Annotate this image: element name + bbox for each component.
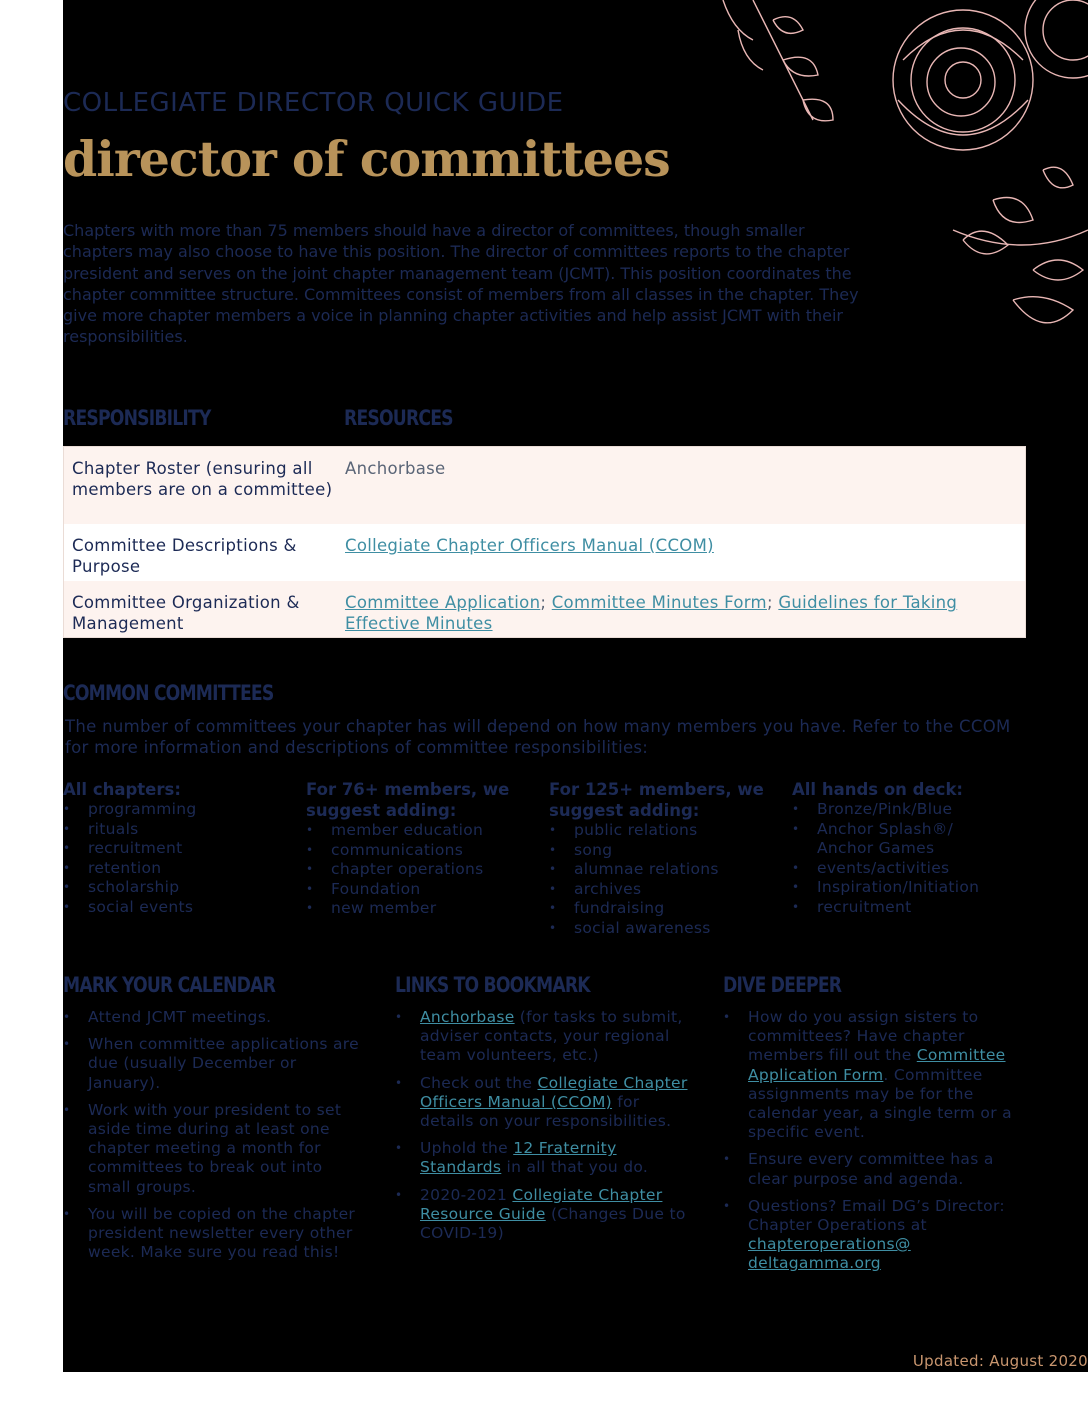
list-item: • Anchor Splash®/ Anchor Games bbox=[792, 820, 1012, 859]
guide-subtitle: COLLEGIATE DIRECTOR QUICK GUIDE bbox=[63, 88, 564, 118]
list-item bbox=[723, 1008, 1023, 1142]
list-item: • archives bbox=[549, 880, 769, 900]
column-heading: All chapters: bbox=[63, 780, 181, 799]
separator: ; bbox=[766, 593, 773, 612]
item-text: Questions? Email DG’s Director: Chapter Operations at bbox=[748, 1196, 1005, 1235]
separator: ; bbox=[540, 593, 547, 612]
list-item bbox=[395, 1074, 693, 1132]
list-item: • Foundation bbox=[306, 880, 526, 900]
list-item: • social events bbox=[63, 898, 283, 918]
resource-cell bbox=[345, 592, 1017, 637]
item-text: for details on your responsibilities. bbox=[420, 1092, 672, 1131]
updated-date: Updated: August 2020 bbox=[912, 1352, 1088, 1370]
anchorbase-link[interactable]: Anchorbase bbox=[420, 1008, 515, 1026]
resource-cell bbox=[345, 535, 1017, 581]
list-item: • Inspiration/Initiation bbox=[792, 878, 1012, 898]
list-item: • programming bbox=[63, 800, 283, 820]
effective-minutes-guidelines-link[interactable]: Guidelines for Taking Effective Minutes bbox=[345, 593, 958, 633]
dive-deeper-heading: DIVE DEEPER bbox=[723, 973, 842, 997]
table-row bbox=[64, 447, 1025, 524]
list-item: • events/activities bbox=[792, 859, 1012, 879]
list-item: • Bronze/Pink/Blue bbox=[792, 800, 1012, 820]
common-committees-description: The number of committees your chapter has will depend on how many members you have. Refer to the CCOM for more information and descriptions of committee responsibilities: bbox=[65, 717, 1011, 757]
common-committees-heading: COMMON COMMITTEES bbox=[63, 681, 274, 705]
committee-minutes-form-link[interactable]: Committee Minutes Form bbox=[551, 593, 767, 612]
committee-column bbox=[549, 779, 769, 938]
list-item bbox=[395, 1139, 693, 1177]
links-column bbox=[395, 1008, 693, 1251]
committee-column bbox=[792, 779, 1012, 917]
ccom-link[interactable]: Collegiate Chapter Officers Manual (CCOM) bbox=[345, 536, 714, 555]
list-item: • social awareness bbox=[549, 919, 769, 939]
resource-guide-link[interactable]: Collegiate Chapter Resource Guide bbox=[420, 1185, 663, 1223]
mark-your-calendar-heading: MARK YOUR CALENDAR bbox=[63, 973, 276, 997]
list-item: • Attend JCMT meetings. bbox=[63, 1008, 369, 1027]
fraternity-standards-link[interactable]: 12 Fraternity Standards bbox=[420, 1139, 617, 1177]
item-text: How do you assign sisters to committees? Have chapter members fill out the bbox=[748, 1008, 979, 1065]
list-item: • scholarship bbox=[63, 878, 283, 898]
list-item: • new member bbox=[306, 899, 526, 919]
calendar-column bbox=[63, 1008, 369, 1270]
list-item: • alumnae relations bbox=[549, 860, 769, 880]
responsibility-cell: Committee Descriptions & Purpose bbox=[72, 536, 297, 576]
document-page bbox=[63, 0, 1088, 1372]
list-item: • member education bbox=[306, 821, 526, 841]
table-row bbox=[64, 581, 1025, 637]
list-item: • chapter operations bbox=[306, 860, 526, 880]
list-item: • Work with your president to set aside time during at least one chapter meeting a month for committees to break out into small groups. bbox=[63, 1101, 369, 1197]
table-row bbox=[64, 524, 1025, 581]
list-item: • When committee applications are due (usually December or January). bbox=[63, 1035, 369, 1093]
list-item: • communications bbox=[306, 841, 526, 861]
resources-header: RESOURCES bbox=[344, 406, 453, 430]
ccom-link[interactable]: Collegiate Chapter Officers Manual (CCOM) bbox=[420, 1073, 688, 1111]
item-text: Check out the bbox=[420, 1073, 538, 1092]
list-item: • You will be copied on the chapter president newsletter every other week. Make sure you read this! bbox=[63, 1205, 369, 1263]
item-text: (for tasks to submit, adviser contacts, your regional team volunteers, etc.) bbox=[420, 1008, 683, 1065]
list-item: • fundraising bbox=[549, 899, 769, 919]
page-title: director of committees bbox=[63, 130, 670, 188]
item-text: Uphold the bbox=[420, 1139, 514, 1158]
item-text: (Changes Due to COVID-19) bbox=[420, 1204, 686, 1243]
intro-paragraph: Chapters with more than 75 members should have a director of committees, though smaller chapters may also choose to have this position. The director of committees reports to the chapter president and serves on the joint chapter management team (JCMT). This position coordinates the chapter committee structure. Committees consist of members from all classes in the chapter. They give more chapter members a voice in planning chapter activities and help assist JCMT with their responsibilities. bbox=[63, 221, 859, 347]
email-link[interactable]: chapteroperations@ deltagamma.org bbox=[748, 1235, 911, 1273]
list-item: • public relations bbox=[549, 821, 769, 841]
resource-cell: Anchorbase bbox=[345, 459, 446, 478]
list-item bbox=[395, 1186, 693, 1244]
list-item bbox=[395, 1008, 693, 1066]
list-item: • Ensure every committee has a clear purpose and agenda. bbox=[723, 1150, 1023, 1188]
responsibility-cell: Chapter Roster (ensuring all members are on a committee) bbox=[72, 459, 333, 499]
list-item: • recruitment bbox=[792, 898, 1012, 918]
item-text: . Committee assignments may be for the calendar year, a single term or a specific event. bbox=[748, 1065, 1012, 1142]
committee-column bbox=[63, 779, 283, 917]
committee-application-link[interactable]: Committee Application bbox=[345, 593, 541, 612]
responsibility-cell: Committee Organization & Management bbox=[72, 593, 300, 633]
dive-deeper-column bbox=[723, 1008, 1023, 1282]
column-heading: For 125+ members, we suggest adding: bbox=[549, 780, 764, 820]
list-item: • song bbox=[549, 841, 769, 861]
list-item: • retention bbox=[63, 859, 283, 879]
committee-column bbox=[306, 779, 526, 919]
responsibility-table bbox=[63, 446, 1026, 638]
responsibility-header: RESPONSIBILITY bbox=[63, 406, 211, 430]
list-item: • rituals bbox=[63, 820, 283, 840]
list-item bbox=[723, 1197, 1023, 1274]
column-heading: All hands on deck: bbox=[792, 780, 964, 799]
list-item: • recruitment bbox=[63, 839, 283, 859]
links-to-bookmark-heading: LINKS TO BOOKMARK bbox=[395, 973, 590, 997]
item-text: 2020-2021 bbox=[420, 1185, 513, 1204]
column-heading: For 76+ members, we suggest adding: bbox=[306, 780, 510, 820]
committee-application-form-link[interactable]: Committee Application Form bbox=[748, 1046, 1006, 1084]
item-text: in all that you do. bbox=[501, 1158, 649, 1177]
